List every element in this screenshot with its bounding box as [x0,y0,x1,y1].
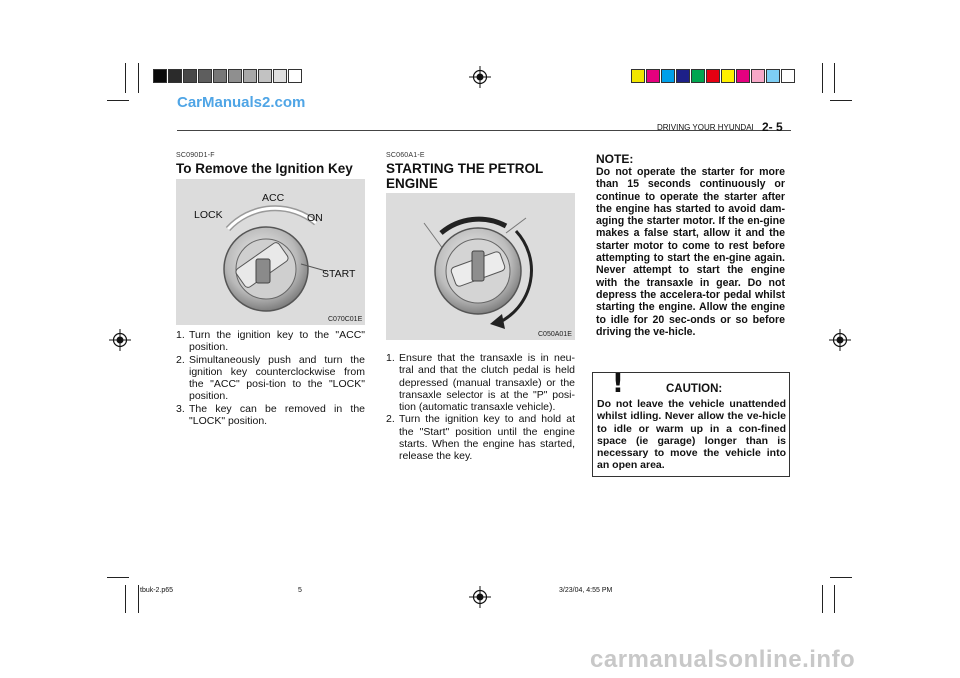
start-label: START [322,268,356,280]
color-swatch [736,69,750,83]
list-item-number: 3. [176,402,185,415]
on-label: ON [307,212,323,224]
list-item-text: Ensure that the transaxle is in neu-tral and that the clutch pedal is held depressed (manual transaxle) or the transaxle selector is at the "P" posi-tion (automatic transaxle vehicle). [399,352,575,414]
list-item-number: 1. [176,329,185,341]
color-swatch [781,69,795,83]
caution-text: Do not leave the vehicle unattended whilst idling. Never allow the ve-hicle to idle or warm up in a con-fined space (ie garage) longer than is necessary to move the vehicle into an open area. [597,398,786,472]
registration-mark-icon [829,329,851,351]
list-item-text: Simultaneously push and turn the ignition key counterclockwise from the "ACC" posi-tion to the "LOCK" position. [189,353,365,403]
registration-mark-icon [469,586,491,608]
list-item-number: 2. [386,413,395,426]
color-swatch [766,69,780,83]
section-code: SC090D1-F [176,152,215,159]
color-swatch [273,69,287,83]
color-swatch [751,69,765,83]
watermark: CarManuals2.com [177,94,306,111]
list-item-number: 2. [176,353,185,366]
footer-page-number: 5 [298,587,302,594]
list-item-text: Turn the ignition key to and hold at the "Start" position until the engine starts. When the engine has started, release the key. [399,413,575,463]
crop-mark [834,63,835,93]
footer-timestamp: 3/23/04, 4:55 PM [559,587,613,594]
section-header: DRIVING YOUR HYUNDAI [657,123,754,132]
color-swatch [168,69,182,83]
color-swatch [288,69,302,83]
crop-mark [834,585,835,613]
section-title: STARTING THE PETROL ENGINE [386,161,544,191]
caution-box [592,369,790,477]
section-title: To Remove the Ignition Key [176,161,353,176]
crop-mark [125,585,126,613]
site-banner [0,644,960,678]
list-item-text: Turn the ignition key to the "ACC" position. [189,329,365,354]
crop-mark [822,585,823,613]
removal-steps-list [176,329,365,427]
color-swatch [661,69,675,83]
page-number: 2- 5 [762,120,783,134]
crop-mark [830,577,852,578]
note-text: Do not operate the starter for more than 15 seconds continuously or continue to operate the starter after the engine has started to avoid dam-aging the starter motor. If the en-gine makes a false start, allow it and the starter motor to come to rest before attempting to start the en-gine again. Never attempt to start the engine with the transaxle in gear. Do not depress the accelera-tor pedal whilst starting the engine. Allow the engine to idle for 20 sec-onds or so before driving the ve-hicle. [596,166,785,338]
color-swatch [721,69,735,83]
crop-mark [107,100,129,101]
engine-start-figure [386,193,575,340]
crop-mark [138,63,139,93]
list-item [176,329,365,354]
list-item [386,352,575,413]
color-swatch [691,69,705,83]
site-watermark: carmanualsonline.info [590,646,856,673]
footer-file: tbuk-2.p65 [140,587,174,594]
acc-label: ACC [262,192,285,204]
list-item-number: 1. [386,352,395,364]
crop-mark [138,585,139,613]
section-code: SC060A1-E [386,152,425,159]
start-steps-list [386,352,575,463]
color-swatch [258,69,272,83]
crop-mark [830,100,852,101]
list-item [176,354,365,403]
figure-code: C050A01E [538,331,572,338]
color-calibration-bar [631,69,796,83]
note-title: NOTE: [596,152,634,166]
caution-title: CAUTION: [666,383,723,395]
color-swatch [213,69,227,83]
list-item-text: The key can be removed in the "LOCK" position. [189,402,365,428]
lock-label: LOCK [194,209,223,221]
grayscale-calibration-bar [153,69,303,83]
warning-icon: ! [612,369,624,399]
crop-mark [107,577,129,578]
color-swatch [228,69,242,83]
registration-mark-icon [469,66,491,88]
color-swatch [183,69,197,83]
color-swatch [243,69,257,83]
list-item [386,413,575,462]
registration-mark-icon [109,329,131,351]
list-item [176,403,365,428]
color-swatch [706,69,720,83]
color-swatch [676,69,690,83]
crop-mark [822,63,823,93]
color-swatch [198,69,212,83]
color-swatch [153,69,167,83]
color-swatch [631,69,645,83]
ignition-start-illustration [386,193,575,340]
color-swatch [646,69,660,83]
ignition-key-figure [176,179,365,325]
figure-code: C070C01E [328,316,363,323]
crop-mark [125,63,126,93]
